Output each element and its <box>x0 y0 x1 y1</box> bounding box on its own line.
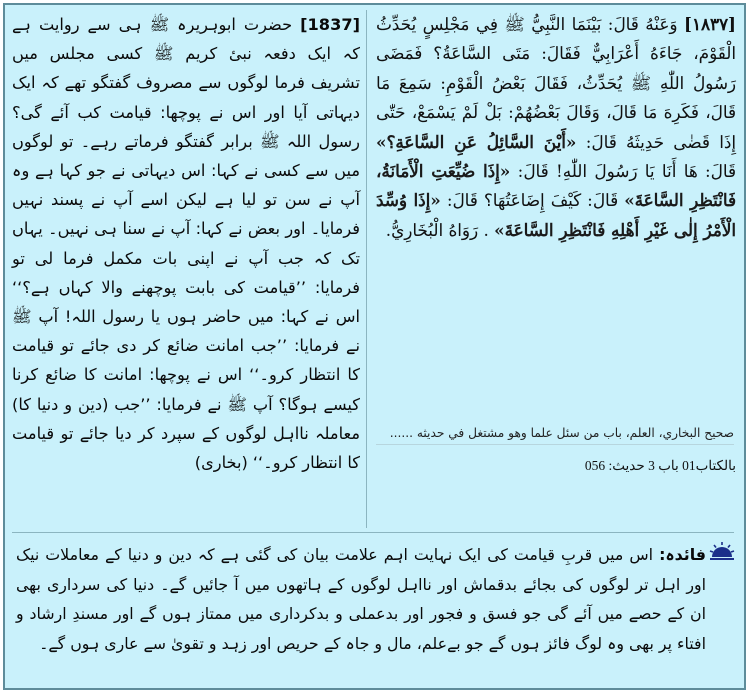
source-footnote: صحيح البخاري، العلم، باب من سئل علما وهو مشتغل في حديثه ...... <box>376 426 734 445</box>
arabic-quote-2: «إِذَا ضُيِّعَتِ الْأَمَانَةُ، فَانْتَظِرِ السَّاعَةَ» <box>376 161 736 211</box>
book-chapter-reference: بالکتاب01 باب 3 حدیث: 056 <box>584 458 736 473</box>
arabic-ref-number: [١٨٣٧] <box>684 14 736 34</box>
benefit-paragraph <box>16 540 706 658</box>
urdu-body: حضرت ابوہریرہ ﷺ ہی سے روایت ہے کہ ایک دفعہ نبیٔ کریم ﷺ کسی مجلس میں تشریف فرما لوگوں سے مصروف گفتگو تھے کہ ایک دیہاتی آیا اور اس نے پوچھا: قیامت کب آئے گی؟ رسول اللہ ﷺ برابر گفتگو فرماتے رہے۔ تو لوگوں میں سے کسی نے کہا: اس دیہاتی نے جو کہا ہے وہ آپ نے سن تو لیا ہے لیکن اسے آپ نے پسند نہیں فرمایا۔ اور بعض نے کہا: آپ نے سنا ہی نہیں۔ یہاں تک کہ جب آپ نے اپنی بات مکمل فرما لی تو فرمایا: ’’قیامت کی بابت پوچھنے والا کہاں ہے؟‘‘ اس نے کہا: میں حاضر ہوں یا رسول اللہ! آپ ﷺ نے فرمایا: ’’جب امانت ضائع کر دی جائے تو قیامت کا انتظار کرو۔‘‘ اس نے پوچھا: امانت کا ضائع کرنا کیسے ہوگا؟ آپ ﷺ نے فرمایا: ’’جب (دین و دنیا کا) معاملہ نااہل لوگوں کے سپرد کر دیا جائے تو قیامت کا انتظار کرو۔‘‘ (بخاری) <box>12 15 360 473</box>
section-divider <box>12 532 734 533</box>
urdu-translation-block <box>12 10 360 477</box>
arabic-text-block <box>376 10 736 245</box>
arabic-quote-3: «إِذَا وُسِّدَ الْأَمْرُ إِلٰى غَيْرِ أَهْلِهِ فَانْتَظِرِ السَّاعَةَ» <box>376 190 736 240</box>
column-divider <box>366 10 367 528</box>
benefit-label: فائدہ: <box>659 545 706 564</box>
arabic-body-3: قَالَ: كَيْفَ إِضَاعَتُهَا؟ قَالَ: <box>446 190 619 211</box>
sunrise-icon <box>709 541 735 561</box>
benefit-text: اس میں قربِ قیامت کی ایک نہایت اہم علامت بیان کی گئی ہے کہ دین و دنیا کے معاملات نیک اور اہل تر لوگوں کی بجائے بدقماش اور نااہل لوگوں کے ہاتھوں میں آ جائیں گے۔ دنیا کی سرداری بھی ان کے حصے میں آئے گی جو فسق و فجور اور بدعملی و بدکرداری میں ممتاز ہوں گے اور مسندِ ارشاد و افتاء پر بھی وہ لوگ فائز ہوں گے جو بےعلم، مال و جاہ کے حریص اور زہد و تقویٰ سے عاری ہوں گے۔ <box>16 545 706 653</box>
arabic-body-1: وَعَنْهُ قَالَ: بَيْنَمَا النَّبِيُّ ﷺ فِي مَجْلِسٍ يُحَدِّثُ الْقَوْمَ، جَاءَهُ أَعْرَابِيٌّ فَقَالَ: مَتَى السَّاعَةُ؟ فَمَضَى رَسُولُ اللّٰهِ ﷺ يُحَدِّثُ، فَقَالَ بَعْضُ الْقَوْمِ: سَمِعَ مَا قَالَ، فَكَرِهَ مَا قَالَ، وَقَالَ بَعْضُهُمْ: بَلْ لَمْ يَسْمَعْ، حَتّٰى إِذَا قَضٰى حَدِيثَهُ قَالَ: <box>376 14 736 152</box>
arabic-quote-1: «أَيْنَ السَّائِلُ عَنِ السَّاعَةِ؟» <box>376 131 577 152</box>
arabic-body-2: قَالَ: هَا أَنَا يَا رَسُولَ اللّٰهِ! قَالَ: <box>517 161 737 182</box>
arabic-body-4: . رَوَاهُ الْبُخَارِيُّ. <box>385 219 489 240</box>
urdu-ref-number: [1837] <box>300 15 361 34</box>
